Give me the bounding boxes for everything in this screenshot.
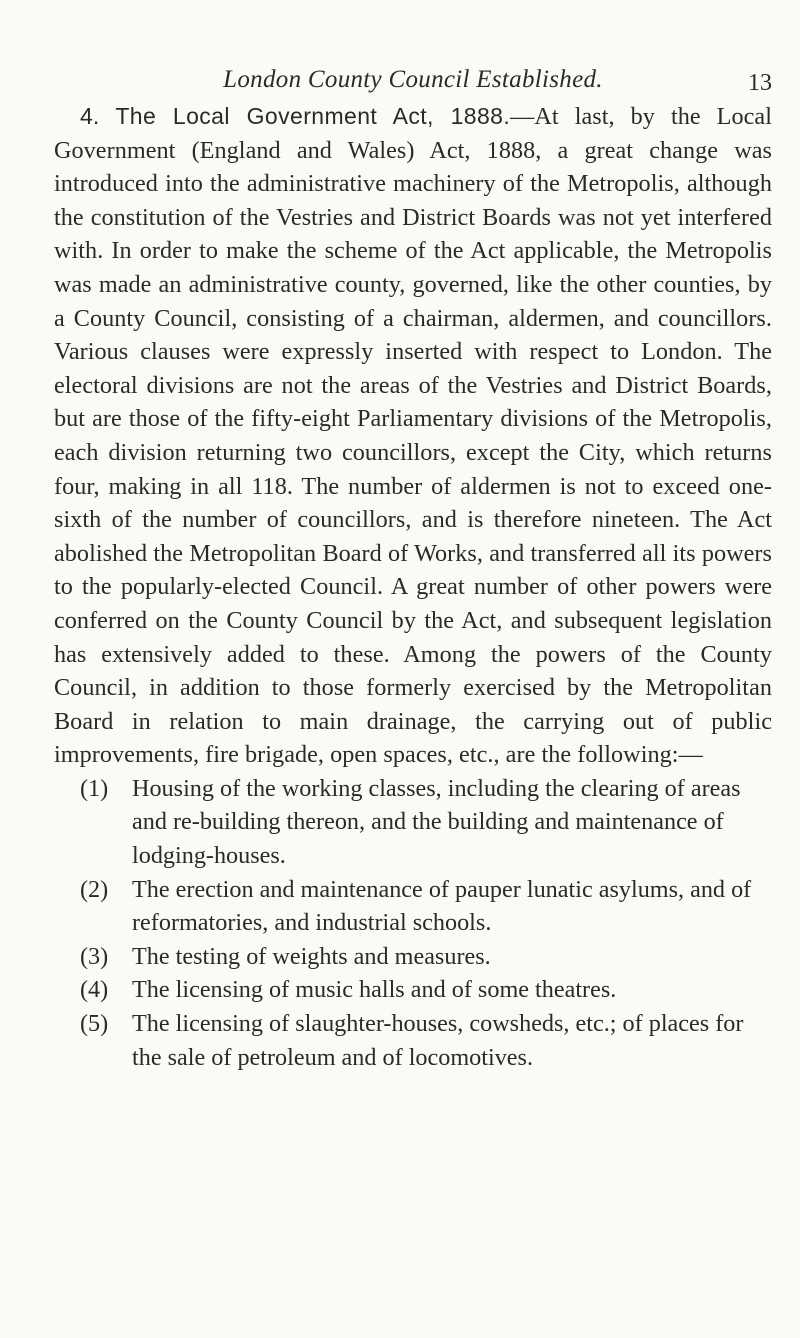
list-marker: (3) (80, 942, 109, 970)
list-marker: (2) (80, 875, 109, 903)
list-item (54, 973, 772, 1007)
page-number: 13 (748, 70, 772, 96)
section-text: —At last, by the Local Government (England and Wales) Act, 1888, a great change was introduced into the administrative machinery of the Metropolis, although the constitution of the Vestries and District Boards was not yet interfered with. In order to make the scheme of the Act applicable, the Metropolis was made an administrative county, governed, like the other counties, by a County Council, consisting of a chairman, aldermen, and councillors. Various clauses were expressly inserted with respect to London. The electoral divisions are not the areas of the Vestries and District Boards, but are those of the fifty-eight Parliamentary divisions of the Metropolis, each division returning two councillors, except the City, which returns four, making in all 118. The number of aldermen is not to exceed one-sixth of the number of councillors, and is therefore nineteen. The Act abolished the Metropolitan Board of Works, and transferred all its powers to the popularly-elected Council. A great number of other powers were conferred on the County Council by the Act, and subsequent legislation has extensively added to these. Among the powers of the County Council, in addition to those formerly exercised by the Metropolitan Board in relation to main drainage, the carrying out of public improvements, fire brigade, open spaces, etc., are the following:— (54, 103, 772, 769)
running-title: London County Council Established. (223, 66, 603, 93)
list-item (54, 1007, 772, 1074)
list-marker: (5) (80, 1010, 109, 1038)
book-page (54, 60, 772, 1074)
section-number: 4. (80, 103, 100, 129)
list-item (54, 772, 772, 873)
list-item (54, 873, 772, 940)
list-item-text: The testing of weights and measures. (132, 942, 491, 970)
list-marker: (1) (80, 774, 109, 802)
list-item-text: The licensing of music halls and of some theatres. (132, 976, 617, 1004)
running-head (54, 60, 772, 100)
powers-list (54, 772, 772, 1074)
list-marker: (4) (80, 976, 109, 1004)
list-item-text: The licensing of slaughter-houses, cowsheds, etc.; of places for the sale of petroleum and of locomotives. (132, 1010, 744, 1071)
section-paragraph (54, 100, 772, 772)
section-heading: The Local Government Act, 1888. (115, 103, 511, 129)
list-item-text: The erection and maintenance of pauper lunatic asylums, and of reformatories, and industrial schools. (132, 875, 752, 937)
list-item-text: Housing of the working classes, including the clearing of areas and re-building thereon, and the building and maintenance of lodging-houses. (132, 774, 741, 870)
list-item (54, 940, 772, 974)
